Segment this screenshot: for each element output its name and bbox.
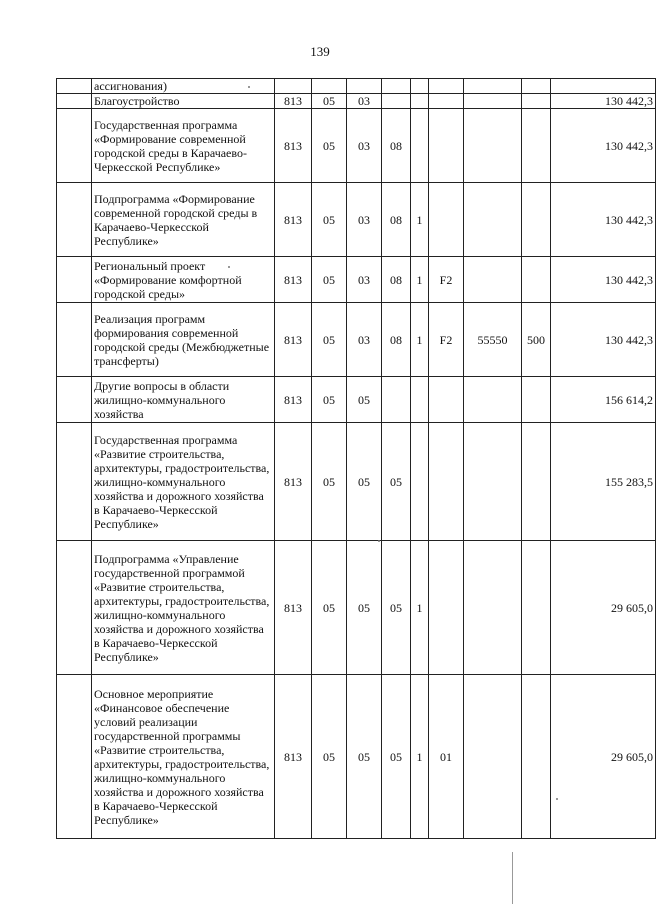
cell-program <box>382 79 411 94</box>
cell-project <box>429 541 464 675</box>
row-name: Благоустройство <box>92 94 275 109</box>
table-row <box>57 303 656 377</box>
scan-speck <box>248 86 250 88</box>
cell-subprogram: 1 <box>411 541 429 675</box>
table-row <box>57 94 656 109</box>
cell-amount: 130 442,3 <box>551 257 656 303</box>
cell-subprogram: 1 <box>411 303 429 377</box>
cell-subsection: 03 <box>347 94 382 109</box>
cell-program: 08 <box>382 183 411 257</box>
cell-project: F2 <box>429 257 464 303</box>
cell-amount: 29 605,0 <box>551 675 656 839</box>
row-index-cell <box>57 423 92 541</box>
cell-expense-type <box>522 109 551 183</box>
cell-subprogram: 1 <box>411 675 429 839</box>
cell-project <box>429 377 464 423</box>
cell-section: 05 <box>312 257 347 303</box>
cell-section: 05 <box>312 541 347 675</box>
row-index-cell <box>57 377 92 423</box>
cell-amount: 155 283,5 <box>551 423 656 541</box>
row-name: Государственная программа «Формирование современной городской среды в Карачаево-Черкесской Республике» <box>92 109 275 183</box>
cell-direction <box>464 675 522 839</box>
row-index-cell <box>57 541 92 675</box>
cell-subprogram: 1 <box>411 183 429 257</box>
cell-ministry: 813 <box>275 541 312 675</box>
cell-section: 05 <box>312 377 347 423</box>
cell-subsection: 03 <box>347 183 382 257</box>
cell-subsection: 05 <box>347 675 382 839</box>
table-row <box>57 541 656 675</box>
cell-project <box>429 109 464 183</box>
table-row <box>57 423 656 541</box>
cell-expense-type <box>522 183 551 257</box>
cell-amount: 130 442,3 <box>551 109 656 183</box>
row-name: Государственная программа «Развитие строительства, архитектуры, градостроительства, жилищно-коммунального хозяйства и дорожного хозяйства в Карачаево-Черкесской Республике» <box>92 423 275 541</box>
cell-amount: 130 442,3 <box>551 183 656 257</box>
cell-direction <box>464 257 522 303</box>
scan-speck <box>556 798 558 800</box>
cell-amount: 130 442,3 <box>551 94 656 109</box>
cell-program: 08 <box>382 109 411 183</box>
cell-expense-type: 500 <box>522 303 551 377</box>
cell-subprogram <box>411 79 429 94</box>
cell-section: 05 <box>312 109 347 183</box>
cell-expense-type <box>522 541 551 675</box>
cell-direction <box>464 541 522 675</box>
scan-speck <box>378 540 380 542</box>
cell-program: 08 <box>382 257 411 303</box>
cell-subprogram: 1 <box>411 257 429 303</box>
row-name: Реализация программ формирования современной городской среды (Межбюджетные трансферты) <box>92 303 275 377</box>
cell-program: 05 <box>382 423 411 541</box>
cell-amount <box>551 79 656 94</box>
scan-speck <box>228 266 230 268</box>
cell-expense-type <box>522 377 551 423</box>
row-name: Региональный проект «Формирование комфортной городской среды» <box>92 257 275 303</box>
table-row <box>57 183 656 257</box>
cell-section: 05 <box>312 423 347 541</box>
cell-section: 05 <box>312 183 347 257</box>
row-name: ассигнования) <box>92 79 275 94</box>
cell-subsection: 03 <box>347 303 382 377</box>
cell-subsection: 05 <box>347 541 382 675</box>
cell-ministry: 813 <box>275 257 312 303</box>
cell-program: 05 <box>382 675 411 839</box>
cell-direction <box>464 183 522 257</box>
cell-direction <box>464 377 522 423</box>
cell-program: 08 <box>382 303 411 377</box>
cell-expense-type <box>522 257 551 303</box>
cell-direction: 55550 <box>464 303 522 377</box>
cell-ministry: 813 <box>275 94 312 109</box>
cell-ministry: 813 <box>275 183 312 257</box>
cell-project: 01 <box>429 675 464 839</box>
cell-subprogram <box>411 94 429 109</box>
row-index-cell <box>57 109 92 183</box>
table-row <box>57 257 656 303</box>
cell-direction <box>464 79 522 94</box>
cell-direction <box>464 423 522 541</box>
cell-subprogram <box>411 423 429 541</box>
table-row <box>57 79 656 94</box>
cell-direction <box>464 109 522 183</box>
cell-project <box>429 423 464 541</box>
cell-expense-type <box>522 79 551 94</box>
row-index-cell <box>57 79 92 94</box>
scan-artifact-line <box>512 852 513 904</box>
cell-subsection <box>347 79 382 94</box>
row-name: Другие вопросы в области жилищно-коммунального хозяйства <box>92 377 275 423</box>
budget-table <box>56 78 656 839</box>
cell-ministry: 813 <box>275 423 312 541</box>
row-index-cell <box>57 257 92 303</box>
cell-project <box>429 183 464 257</box>
cell-ministry: 813 <box>275 377 312 423</box>
cell-project <box>429 94 464 109</box>
cell-expense-type <box>522 423 551 541</box>
cell-section: 05 <box>312 675 347 839</box>
cell-subprogram <box>411 109 429 183</box>
cell-section: 05 <box>312 303 347 377</box>
cell-program <box>382 94 411 109</box>
cell-ministry: 813 <box>275 675 312 839</box>
cell-ministry <box>275 79 312 94</box>
cell-section <box>312 79 347 94</box>
cell-subprogram <box>411 377 429 423</box>
cell-subsection: 03 <box>347 109 382 183</box>
table-row <box>57 675 656 839</box>
page-number: 139 <box>310 44 330 59</box>
cell-amount: 156 614,2 <box>551 377 656 423</box>
cell-program: 05 <box>382 541 411 675</box>
cell-expense-type <box>522 675 551 839</box>
cell-amount: 130 442,3 <box>551 303 656 377</box>
cell-subsection: 05 <box>347 377 382 423</box>
row-name: Подпрограмма «Управление государственной программой «Развитие строительства, архитектуры, градостроительства, жилищно-коммунального хозяйства и дорожного хозяйства в Карачаево-Черкесской Республике» <box>92 541 275 675</box>
table-row <box>57 109 656 183</box>
cell-ministry: 813 <box>275 109 312 183</box>
cell-expense-type <box>522 94 551 109</box>
cell-subsection: 05 <box>347 423 382 541</box>
table-row <box>57 377 656 423</box>
row-index-cell <box>57 183 92 257</box>
cell-amount: 29 605,0 <box>551 541 656 675</box>
cell-program <box>382 377 411 423</box>
cell-direction <box>464 94 522 109</box>
row-name: Подпрограмма «Формирование современной городской среды в Карачаево-Черкесской Республике» <box>92 183 275 257</box>
row-index-cell <box>57 94 92 109</box>
row-index-cell <box>57 675 92 839</box>
cell-project: F2 <box>429 303 464 377</box>
cell-project <box>429 79 464 94</box>
cell-ministry: 813 <box>275 303 312 377</box>
cell-subsection: 03 <box>347 257 382 303</box>
row-index-cell <box>57 303 92 377</box>
cell-section: 05 <box>312 94 347 109</box>
row-name: Основное мероприятие «Финансовое обеспечение условий реализации государственной программы «Развитие строительства, архитектуры, градостроительства, жилищно-коммунального хозяйства и дорожного хозяйства в Карачаево-Черкесской Республике» <box>92 675 275 839</box>
